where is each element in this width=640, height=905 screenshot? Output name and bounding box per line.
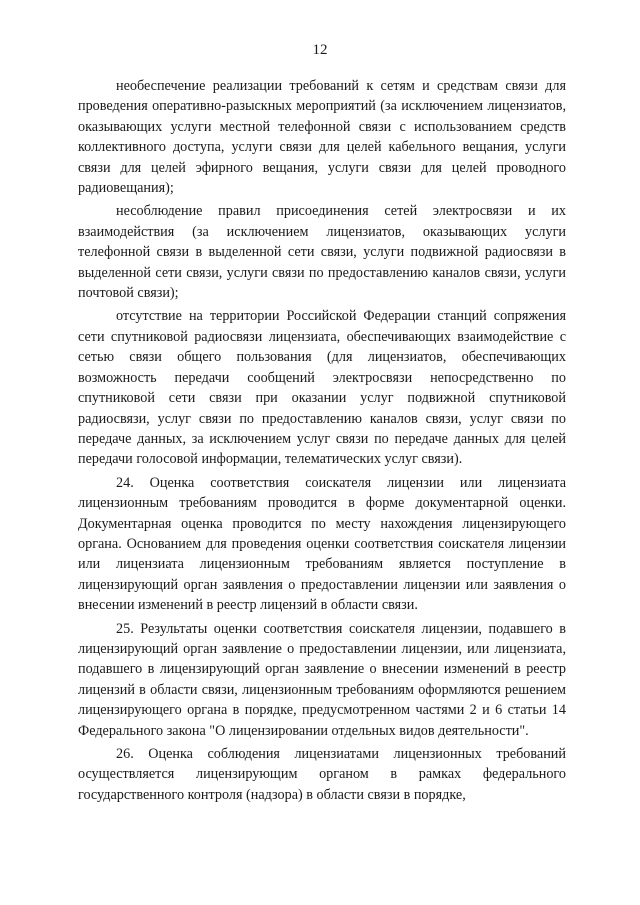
paragraph-26: 26. Оценка соблюдения лицензиатами лицензионных требований осуществляется лицензирующим органом в рамках федерального государственного контроля (надзора) в области связи в порядке, (78, 746, 566, 803)
paragraph-25: 25. Результаты оценки соответствия соискателя лицензии, подавшего в лицензирующий орган заявление о предоставлении лицензии, или лицензиата, подавшего в лицензирующий орган заявление о внесении изменений в реестр лицензий в области связи, лицензионным требованиям оформляются решением лицензирующего органа в порядке, предусмотренном частями 2 и 6 статьи 14 Федерального закона "О лицензировании отдельных видов деятельности". (78, 620, 566, 739)
paragraph-24: 24. Оценка соответствия соискателя лицензии или лицензиата лицензионным требованиям проводится в форме документарной оценки. Документарная оценка проводится по месту нахождения лицензирующего органа. Основанием для проведения оценки соответствия соискателя лицензии или лицензиата лицензионным требованиям является поступление в лицензирующий орган заявления о предоставлении лицензии или заявления о внесении изменений в реестр лицензий в области связи. (78, 474, 566, 614)
document-body (78, 76, 566, 808)
paragraph-2: несоблюдение правил присоединения сетей электросвязи и их взаимодействия (за исключением лицензиатов, оказывающих услуги телефонной связи в выделенной сети связи, услуги подвижной радиосвязи в выделенной сети связи, услуги связи по предоставлению каналов связи, услуги почтовой связи); (78, 203, 566, 302)
paragraph-3: отсутствие на территории Российской Федерации станций сопряжения сети спутниковой радиосвязи лицензиата, обеспечивающих взаимодействие с сетью связи общего пользования (для лицензиатов, обеспечивающих возможность передачи сообщений электросвязи непосредственно по спутниковой сети связи при оказании услуг подвижной спутниковой радиосвязи, услуг связи по предоставлению каналов связи, услуг связи по передаче данных, за исключением услуг связи по передаче данных для целей передачи голосовой информации, телематических услуг связи). (78, 308, 566, 468)
paragraph-1: необеспечение реализации требований к сетям и средствам связи для проведения оперативно-разыскных мероприятий (за исключением лицензиатов, оказывающих услуги местной телефонной связи с использованием средств коллективного доступа, услуги связи для целей кабельного вещания, услуги связи для целей эфирного вещания, услуги связи для целей проводного радиовещания); (78, 78, 566, 197)
page-number: 12 (312, 42, 328, 58)
